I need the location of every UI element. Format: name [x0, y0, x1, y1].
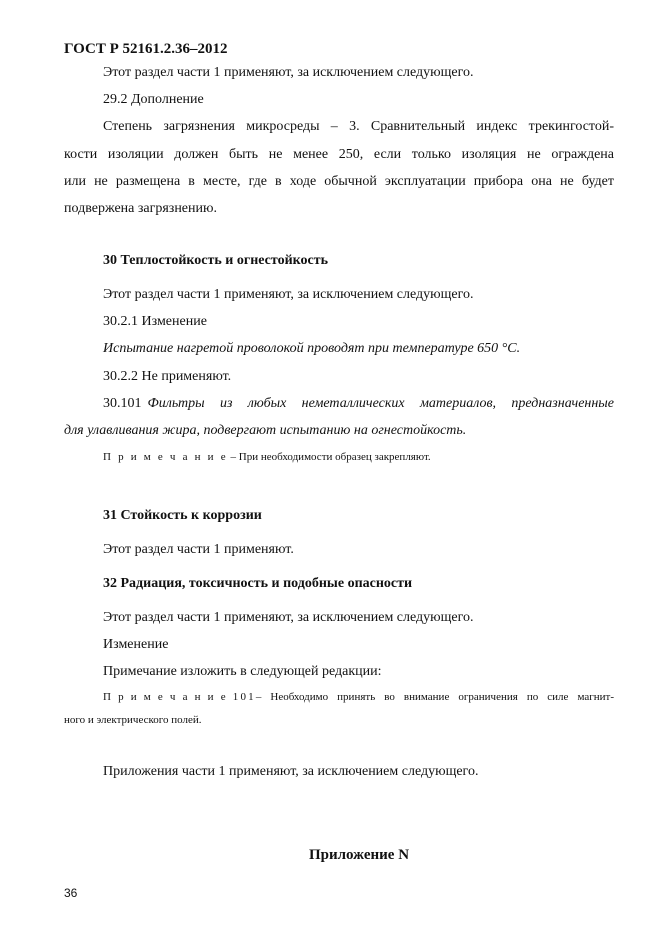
section-31-text: Этот раздел части 1 применяют. — [103, 542, 294, 557]
s29-para-line-3: или не размещена в месте, где в ходе обычной эксплуатации прибора она не будет — [64, 174, 614, 189]
s30-note-text: – При необходимости образец закрепляют. — [227, 451, 431, 463]
s29-para-line-4: подвержена загрязнению. — [64, 201, 217, 216]
item-30-101-line-1 — [103, 395, 614, 413]
item-30-101-text-1: Фильтры из любых неметаллических материалов, предназначенные — [147, 396, 614, 411]
section-32-change: Изменение — [103, 637, 169, 652]
section-32-replace: Примечание изложить в следующей редакции: — [103, 664, 382, 679]
section-31-heading: 31 Стойкость к коррозии — [103, 508, 262, 523]
annex-title: Приложение N — [308, 847, 410, 863]
s30-note-label: П р и м е ч а н и е — [103, 451, 228, 463]
item-29-2: 29.2 Дополнение — [103, 92, 204, 107]
item-30-2-2: 30.2.2 Не применяют. — [103, 369, 232, 384]
section-30-intro: Этот раздел части 1 применяют, за исключением следующего. — [103, 287, 474, 302]
section-32-intro: Этот раздел части 1 применяют, за исключением следующего. — [103, 610, 474, 625]
s32-note-line-1 — [103, 690, 614, 704]
document-header: ГОСТ Р 52161.2.36–2012 — [64, 41, 228, 57]
s32-note-line-2: ного и электрического полей. — [64, 714, 202, 726]
item-30-101-line-2: для улавливания жира, подвергают испытанию на огнестойкость. — [64, 423, 467, 438]
section-29-intro: Этот раздел части 1 применяют, за исключением следующего. — [103, 65, 474, 80]
section-32-heading: 32 Радиация, токсичность и подобные опасности — [103, 576, 413, 591]
s30-note — [103, 450, 431, 464]
section-30-heading: 30 Теплостойкость и огнестойкость — [103, 253, 329, 268]
item-30-2-1-text: Испытание нагретой проволокой проводят при температуре 650 °С. — [103, 341, 521, 356]
s32-note-label: П р и м е ч а н и е 101 — [103, 691, 256, 703]
item-30-101-number: 30.101 — [103, 396, 142, 411]
page-number: 36 — [64, 886, 78, 900]
annexes-text: Приложения части 1 применяют, за исключением следующего. — [103, 764, 479, 779]
item-30-2-1: 30.2.1 Изменение — [103, 314, 207, 329]
s29-para-line-2: кости изоляции должен быть не менее 250, если только изоляция не ограждена — [64, 147, 614, 162]
s29-para-line-1: Степень загрязнения микросреды – 3. Сравнительный индекс трекингостой- — [103, 119, 614, 134]
s32-note-text-1: – Необходимо принять во внимание ограничения по силе магнит- — [255, 691, 614, 703]
